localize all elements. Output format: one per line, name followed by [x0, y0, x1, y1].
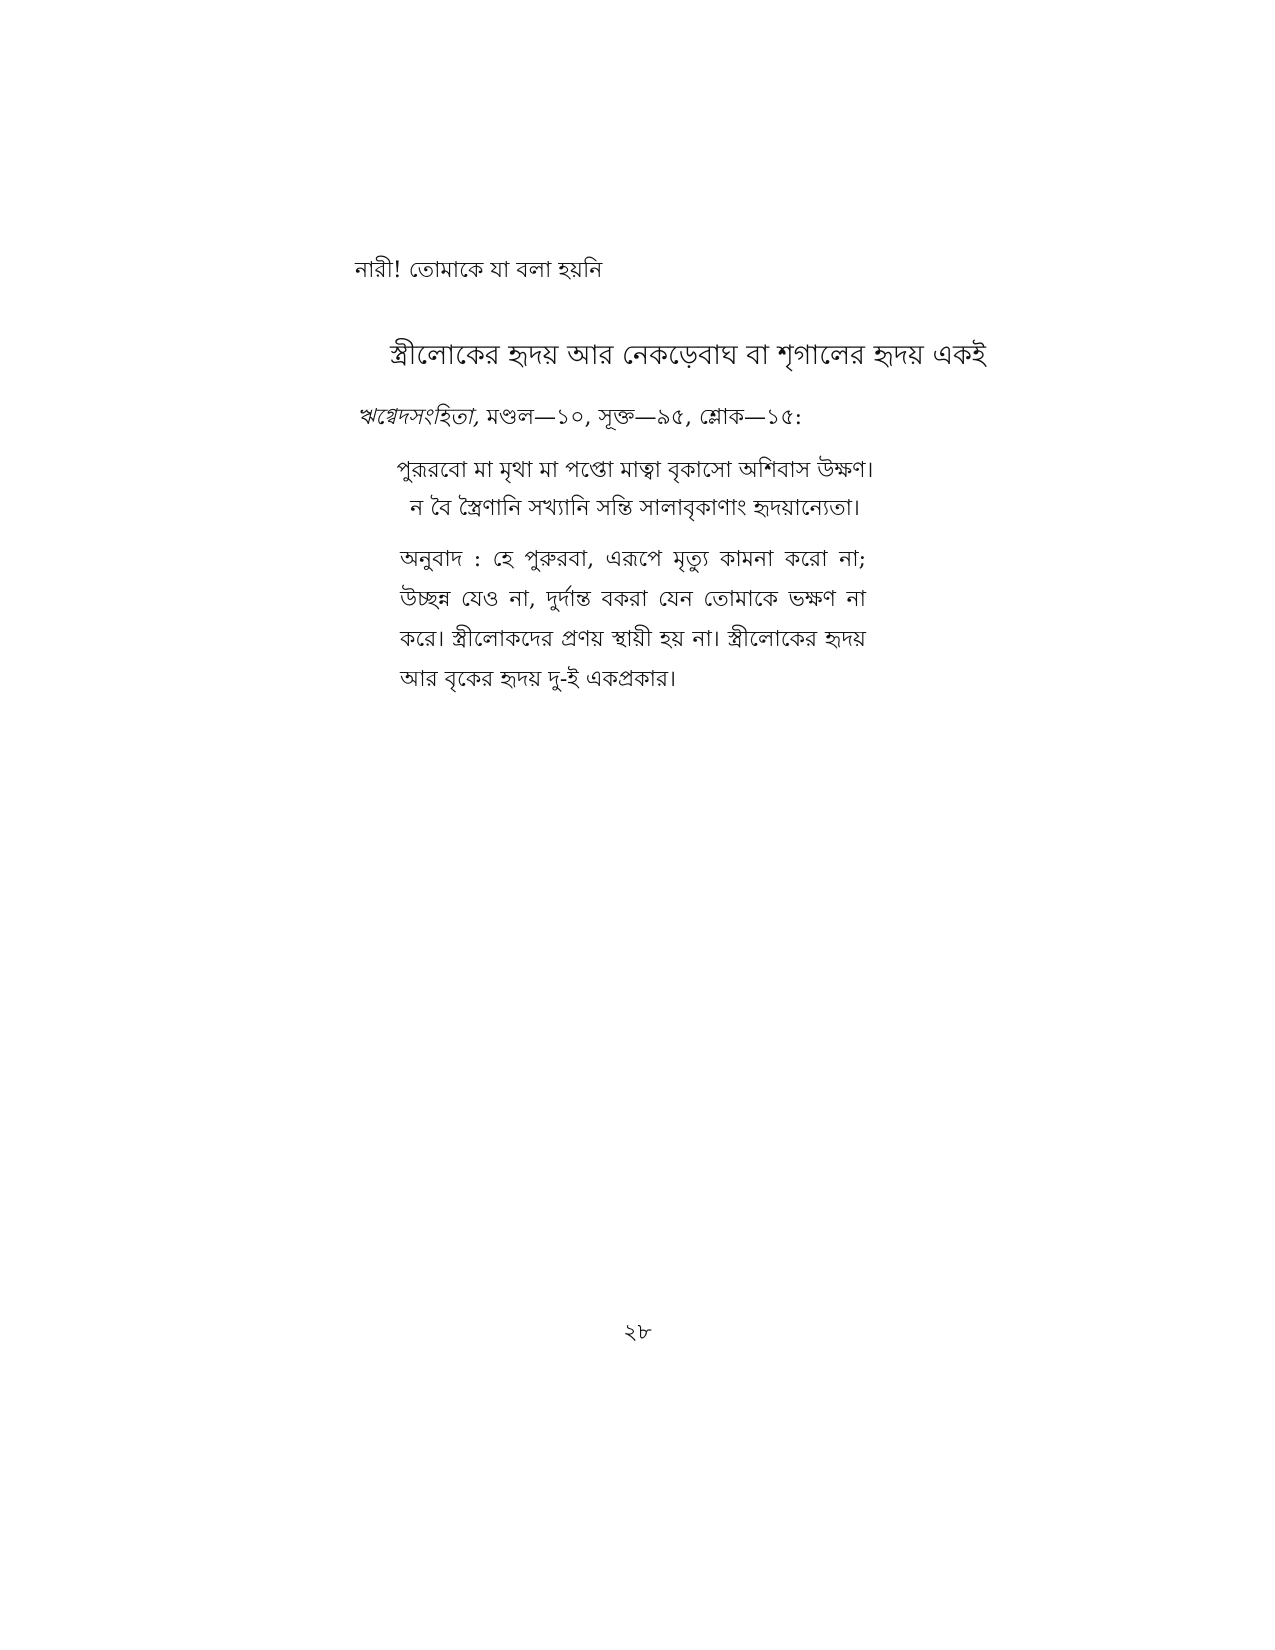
verse-line-2: ন বৈ স্ত্রৈণানি সখ্যানি সন্তি সালাবৃকাণাং হৃদয়ান্যেতা। [410, 496, 860, 521]
verse-line-1: পুরূরবো মা মৃথা মা পপ্তো মাত্বা বৃকাসো অশিবাস উক্ষণ। [396, 458, 874, 483]
chapter-title: স্ত্রীলোকের হৃদয় আর নেকড়েবাঘ বা শৃগালের হৃদয় একই [390, 340, 986, 371]
page-number: ২৮ [623, 1320, 652, 1345]
translation-paragraph: অনুবাদ : হে পুরুরবা, এরূপে মৃত্যু কামনা করো না; উচ্ছন্ন যেও না, দুর্দান্ত বকরা যেন তোমাকে ভক্ষণ না করে। স্ত্রীলোকদের প্রণয় স্থায়ী হয় না। স্ত্রীলোকের হৃদয় আর বৃকের হৃদয় দু-ই একপ্রকার। [400, 547, 866, 692]
sanskrit-verse [395, 452, 875, 528]
citation-source: ঋগ্বেদসংহিতা, [357, 405, 480, 430]
citation [357, 403, 802, 433]
running-header: নারী! তোমাকে যা বলা হয়নি [355, 258, 603, 283]
citation-reference: মণ্ডল—১০, সূক্ত—৯৫, শ্লোক—১৫: [479, 405, 803, 430]
